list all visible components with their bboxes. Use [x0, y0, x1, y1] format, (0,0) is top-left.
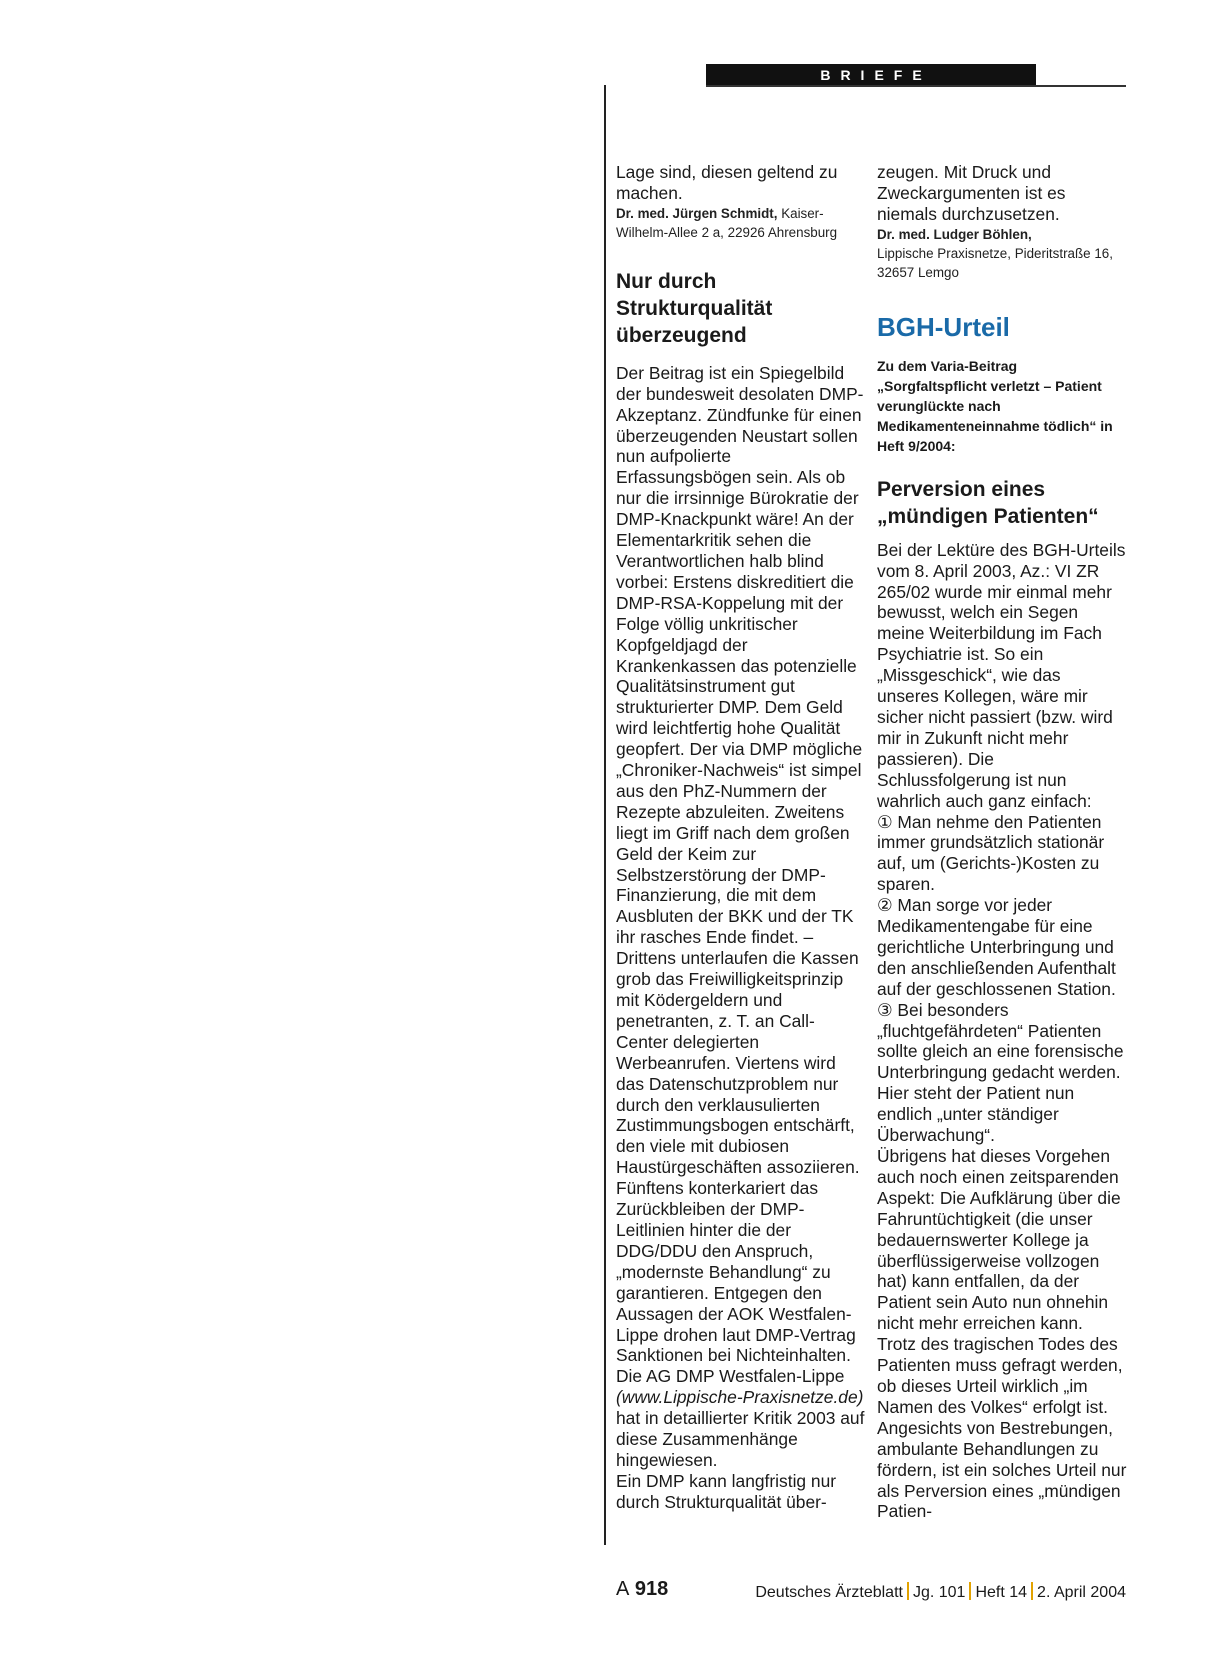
- journal-name: Deutsches Ärzteblatt: [755, 1584, 903, 1601]
- section-header-bar: [706, 64, 1036, 86]
- letter-body-end: Ein DMP kann langfristig nur durch Strukturqualität über-: [616, 1470, 837, 1512]
- letter-paragraph: Bei der Lektüre des BGH-Urteils vom 8. April 2003, Az.: VI ZR 265/02 wurde mir einmal mehr bewusst, welch ein Segen meine Weiterbildung im Fach Psychiatrie ist. So ein „Missgeschick“, wie das unseres Kollegen, wäre mir sicher nicht passiert (bzw. wird mir in Zukunft nicht mehr passieren). Die Schlussfolgerung ist nun wahrlich auch ganz einfach:: [877, 539, 1126, 811]
- letter-signature: [877, 225, 1127, 282]
- numbered-item: ① Man nehme den Patienten immer grundsätzlich stationär auf, um (Gerichts-)Kosten zu sparen.: [877, 811, 1105, 895]
- page-footer: [616, 1578, 1126, 1604]
- letter-heading: Perversion eines „mündigen Patienten“: [877, 477, 1099, 528]
- paragraph-continuation: Lage sind, diesen geltend zu machen.: [616, 162, 838, 203]
- section-title: BGH-Urteil: [877, 311, 1010, 342]
- signature-address: Kaiser-Wilhelm-Allee 2 a, 22926 Ahrensburg: [616, 205, 838, 240]
- signature-name: Dr. med. Ludger Böhlen,: [877, 226, 1032, 242]
- letter-paragraph: Übrigens hat dieses Vorgehen auch noch einen zeitsparenden Aspekt: Die Aufklärung über die Fahruntüchtigkeit (die unser bedauernswerter Kollege ja überflüssigerweise vollzogen hat) kann entfallen, da der Patient sein Auto nun ohnehin nicht mehr erreichen kann.: [877, 1146, 1121, 1334]
- section-intro: Zu dem Varia-Beitrag „Sorgfaltspflicht verletzt – Patient verunglückte nach Medikamenteneinnahme tödlich“ in Heft 9/2004:: [877, 357, 1113, 454]
- journal-issue: Heft 14: [975, 1584, 1028, 1601]
- journal-date: 2. April 2004: [1037, 1584, 1126, 1601]
- journal-info: [755, 1582, 1126, 1602]
- separator: [969, 1582, 971, 1600]
- separator: [1031, 1582, 1033, 1600]
- separator: [907, 1582, 909, 1600]
- signature-name: Dr. med. Jürgen Schmidt,: [616, 205, 778, 221]
- paragraph-continuation: zeugen. Mit Druck und Zweckargumenten ist es niemals durchzusetzen.: [877, 162, 1066, 224]
- page-number: [616, 1578, 668, 1601]
- section-label: BRIEFE: [820, 67, 932, 83]
- signature-address: Lippische Praxisnetze, Pideritstraße 16, 32657 Lemgo: [877, 245, 1113, 280]
- page-prefix: A: [616, 1578, 630, 1600]
- letter-paragraph: Trotz des tragischen Todes des Patienten muss gefragt werden, ob dieses Urteil wirklich „im Namen des Volkes“ erfolgt ist. Angesichts von Bestrebungen, ambulante Behandlungen zu fördern, ist ein solches Urteil nur als Perversion eines „mündigen Patien-: [877, 1334, 1127, 1522]
- page-number-value: 918: [634, 1578, 669, 1600]
- body-text-end: hat in detaillierter Kritik 2003 auf diese Zusammenhänge hingewiesen.: [616, 1408, 865, 1470]
- body-text: Der Beitrag ist ein Spiegelbild der bundesweit desolaten DMP-Akzeptanz. Zündfunke für einen überzeugenden Neustart sollen nun aufpolierte Erfassungsbögen sein. Als ob nur die irrsinnige Bürokratie der DMP-Knackpunkt wäre! An der Elementarkritik sehen die Verantwortlichen halb blind vorbei: Erstens diskreditiert die DMP-RSA-Koppelung mit der Folge völlig unkritischer Kopfgeldjagd der Krankenkassen das potenzielle Qualitätsinstrument gut strukturierter DMP. Dem Geld wird leichtfertig hohe Qualität geopfert. Der via DMP mögliche „Chroniker-Nachweis“ ist simpel aus den PhZ-Nummern der Rezepte abzuleiten. Zweitens liegt im Griff nach dem großen Geld der Keim zur Selbstzerstörung der DMP-Finanzierung, die mit dem Ausbluten der BKK und der TK ihr rasches Ende findet. – Drittens unterlaufen die Kassen grob das Freiwilligkeitsprinzip mit Ködergeldern und penetranten, z. T. an Call-Center delegierten Werbeanrufen. Viertens wird das Datenschutzproblem nur durch den verklausulierten Zustimmungsbogen entschärft, den viele mit dubiosen Haustürgeschäften assoziieren. Fünftens konterkariert das Zurückbleiben der DMP-Leitlinien hinter die der DDG/DDU den Anspruch, „modernste Behandlung“ zu garantieren. Entgegen den Aussagen der AOK Westfalen-Lippe drohen laut DMP-Vertrag Sanktionen bei Nichteinhalten. Die AG DMP Westfalen-Lippe: [616, 362, 864, 1387]
- body-link-text: (www.Lippische-Praxisnetze.de): [616, 1387, 864, 1408]
- journal-volume: Jg. 101: [912, 1584, 966, 1601]
- column-left: [616, 162, 866, 1513]
- column-rule: [604, 85, 606, 1545]
- numbered-item: ② Man sorge vor jeder Medikamentengabe für eine gerichtliche Unterbringung und den anschließenden Aufenthalt auf der geschlossenen Station.: [877, 895, 1116, 999]
- letter-heading: Nur durch Strukturqualität überzeugend: [616, 269, 773, 347]
- header-rule: [706, 85, 1126, 87]
- column-right: [877, 162, 1127, 1522]
- letter-body: [616, 363, 866, 1471]
- numbered-item: ③ Bei besonders „fluchtgefährdeten“ Patienten sollte gleich an eine forensische Unterbringung gedacht werden. Hier steht der Patient nun endlich „unter ständiger Überwachung“.: [877, 999, 1124, 1146]
- letter-signature: [616, 204, 866, 242]
